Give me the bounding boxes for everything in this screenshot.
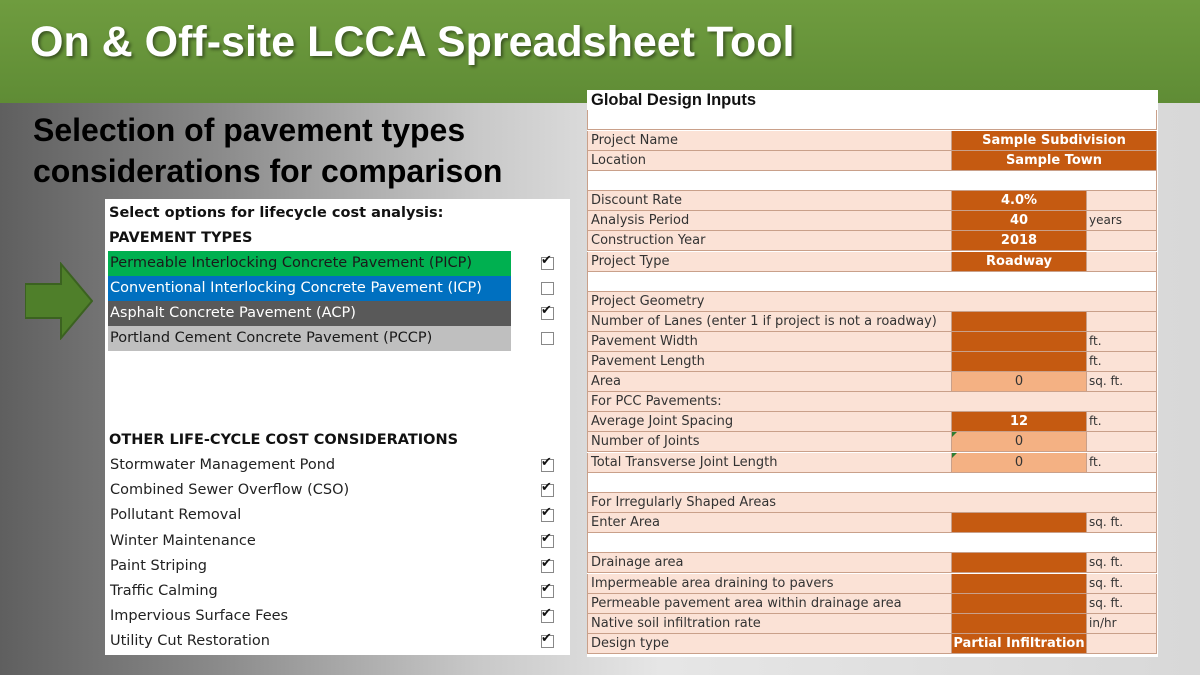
checkmark-icon: ✔ xyxy=(541,303,552,318)
field-unit: sq. ft. xyxy=(1087,553,1157,573)
pcc-pavements-heading xyxy=(587,392,1157,412)
field-unit: ft. xyxy=(1087,332,1157,352)
field-input[interactable]: Partial Infiltration xyxy=(952,634,1087,654)
pavement-type-row: Asphalt Concrete Pavement (ACP) xyxy=(108,301,511,326)
consideration-row: Stormwater Management Pond xyxy=(110,457,336,473)
checkmark-icon: ✔ xyxy=(541,505,552,521)
consideration-row: Pollutant Removal xyxy=(110,507,242,524)
field-unit: sq. ft. xyxy=(1087,513,1157,533)
pavement-type-row: Permeable Interlocking Concrete Pavement (PICP) xyxy=(108,251,511,276)
field-input[interactable]: Roadway xyxy=(952,252,1087,272)
field-input[interactable]: 4.0% xyxy=(952,191,1087,211)
comment-marker-icon xyxy=(952,432,957,437)
impermeable-area-row xyxy=(587,574,1157,594)
comment-marker-icon xyxy=(952,453,957,458)
checkmark-icon: ✔ xyxy=(541,455,552,470)
pavement-type-row: Conventional Interlocking Concrete Pavement (ICP) xyxy=(108,276,511,301)
blank-row xyxy=(587,110,1157,130)
checkmark-icon: ✔ xyxy=(541,253,552,268)
options-panel xyxy=(105,199,570,655)
field-input[interactable]: Sample Town xyxy=(952,151,1157,171)
field-label: Design type xyxy=(587,634,952,654)
pavement-type-checkbox[interactable] xyxy=(541,332,554,345)
field-label: Number of Joints xyxy=(587,432,952,452)
field-label: Native soil infiltration rate xyxy=(587,614,952,634)
area-row xyxy=(587,372,1157,392)
field-unit xyxy=(1087,191,1157,211)
field-input[interactable]: 0 xyxy=(952,453,1087,473)
slide-title: On & Off-site LCCA Spreadsheet Tool xyxy=(30,18,795,66)
section-label: For Irregularly Shaped Areas xyxy=(587,493,1157,513)
pavement-type-checkbox[interactable] xyxy=(541,253,554,270)
pavement-length-row xyxy=(587,352,1157,372)
transverse-joint-row xyxy=(587,453,1157,473)
consideration-checkbox[interactable] xyxy=(541,505,554,522)
pavement-width-row xyxy=(587,332,1157,352)
field-input[interactable]: 0 xyxy=(952,432,1087,452)
consideration-row: Impervious Surface Fees xyxy=(110,608,289,625)
field-input[interactable] xyxy=(952,312,1087,332)
consideration-row: Combined Sewer Overflow (CSO) xyxy=(110,482,350,499)
pavement-type-checkbox[interactable] xyxy=(541,282,554,295)
pavement-types-heading: PAVEMENT TYPES xyxy=(109,230,253,246)
field-input[interactable]: 2018 xyxy=(952,231,1087,251)
field-label: Project Name xyxy=(587,131,952,151)
project-name-row xyxy=(587,131,1157,151)
pavement-type-row: Portland Cement Concrete Pavement (PCCP) xyxy=(108,326,511,351)
checkmark-icon: ✔ xyxy=(541,530,552,546)
field-label: Pavement Length xyxy=(587,352,952,372)
field-label: Area xyxy=(587,372,952,392)
field-label: Construction Year xyxy=(587,231,952,251)
discount-rate-row xyxy=(587,191,1157,211)
field-unit xyxy=(1087,432,1157,452)
subtitle-line-1: Selection of pavement types xyxy=(33,112,466,148)
consideration-row: Paint Striping xyxy=(110,557,207,574)
infiltration-rate-row xyxy=(587,614,1157,634)
subtitle-line-2: considerations for comparison xyxy=(33,153,503,189)
field-unit: sq. ft. xyxy=(1087,574,1157,594)
field-unit xyxy=(1087,634,1157,654)
consideration-checkbox[interactable] xyxy=(541,530,554,548)
consideration-row: Winter Maintenance xyxy=(110,532,256,549)
checkmark-icon: ✔ xyxy=(541,480,552,496)
field-input[interactable] xyxy=(952,332,1087,352)
checkmark-icon: ✔ xyxy=(541,581,552,596)
drainage-area-row xyxy=(587,553,1157,573)
field-label: Number of Lanes (enter 1 if project is not a roadway) xyxy=(587,312,952,332)
consideration-row: Traffic Calming xyxy=(110,583,218,599)
field-input[interactable] xyxy=(952,614,1087,634)
field-unit: sq. ft. xyxy=(1087,372,1157,392)
consideration-checkbox[interactable] xyxy=(541,581,554,598)
field-input[interactable]: 12 xyxy=(952,412,1087,432)
section-label: For PCC Pavements: xyxy=(587,392,1157,412)
checkmark-icon: ✔ xyxy=(541,606,552,622)
consideration-checkbox[interactable] xyxy=(541,455,554,472)
number-of-joints-row xyxy=(587,432,1157,452)
joint-spacing-row xyxy=(587,412,1157,432)
field-label: Impermeable area draining to pavers xyxy=(587,574,952,594)
consideration-checkbox[interactable] xyxy=(541,631,554,648)
location-row xyxy=(587,151,1157,171)
field-label: Discount Rate xyxy=(587,191,952,211)
slide-subtitle xyxy=(33,110,593,192)
analysis-period-row xyxy=(587,211,1157,231)
field-unit: in/hr xyxy=(1087,614,1157,634)
consideration-row: Utility Cut Restoration xyxy=(110,633,270,650)
field-label: Analysis Period xyxy=(587,211,952,231)
irregular-areas-heading xyxy=(587,493,1157,513)
sheet-title: Global Design Inputs xyxy=(591,91,757,109)
field-input[interactable] xyxy=(952,352,1087,372)
field-label: Enter Area xyxy=(587,513,952,533)
global-design-inputs-sheet xyxy=(587,90,1158,657)
field-unit: years xyxy=(1087,211,1157,231)
consideration-checkbox[interactable] xyxy=(541,480,554,497)
field-input[interactable] xyxy=(952,594,1087,614)
blank-row xyxy=(587,473,1157,493)
field-unit: ft. xyxy=(1087,352,1157,372)
field-label: Total Transverse Joint Length xyxy=(587,453,952,473)
other-considerations-heading: OTHER LIFE-CYCLE COST CONSIDERATIONS xyxy=(109,432,459,448)
project-type-row xyxy=(587,252,1157,272)
field-unit: sq. ft. xyxy=(1087,594,1157,614)
field-label: Location xyxy=(587,151,952,171)
permeable-area-row xyxy=(587,594,1157,614)
field-label: Pavement Width xyxy=(587,332,952,352)
field-input[interactable] xyxy=(952,553,1087,573)
field-input[interactable]: Sample Subdivision xyxy=(952,131,1157,151)
section-label: Project Geometry xyxy=(587,292,1157,312)
arrow-right-icon xyxy=(25,262,93,340)
field-label: Drainage area xyxy=(587,553,952,573)
title-bar xyxy=(0,0,1200,103)
field-unit: ft. xyxy=(1087,412,1157,432)
field-label: Project Type xyxy=(587,252,952,272)
consideration-checkbox[interactable] xyxy=(541,606,554,623)
field-input[interactable] xyxy=(952,574,1087,594)
enter-area-row xyxy=(587,513,1157,533)
consideration-checkbox[interactable] xyxy=(541,555,554,573)
number-of-lanes-row xyxy=(587,312,1157,332)
pavement-type-checkbox[interactable] xyxy=(541,303,554,320)
blank-row xyxy=(587,533,1157,553)
field-unit xyxy=(1087,231,1157,251)
blank-row xyxy=(587,171,1157,191)
checkmark-icon: ✔ xyxy=(541,631,552,647)
checkmark-icon: ✔ xyxy=(541,555,552,571)
design-type-row xyxy=(587,634,1157,654)
field-unit xyxy=(1087,312,1157,332)
field-unit: ft. xyxy=(1087,453,1157,473)
construction-year-row xyxy=(587,231,1157,251)
blank-row xyxy=(587,272,1157,292)
field-label: Average Joint Spacing xyxy=(587,412,952,432)
field-unit xyxy=(1087,252,1157,272)
field-input[interactable]: 40 xyxy=(952,211,1087,231)
options-heading: Select options for lifecycle cost analysis: xyxy=(109,205,444,221)
project-geometry-heading xyxy=(587,292,1157,312)
field-input[interactable] xyxy=(952,513,1087,533)
field-input[interactable]: 0 xyxy=(952,372,1087,392)
field-label: Permeable pavement area within drainage area xyxy=(587,594,952,614)
